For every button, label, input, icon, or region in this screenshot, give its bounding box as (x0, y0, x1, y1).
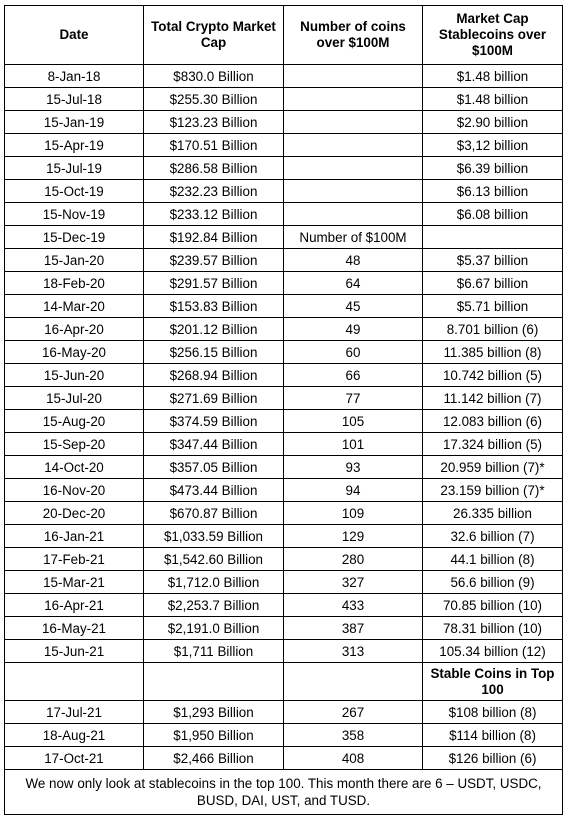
table-row (5, 410, 563, 433)
cell-coins-count: 433 (284, 594, 423, 617)
table-row (5, 180, 563, 203)
cell-market-cap: $291.57 Billion (144, 272, 284, 295)
cell-market-cap: $271.69 Billion (144, 387, 284, 410)
cell-coins-count: 358 (284, 724, 423, 747)
table-row (5, 364, 563, 387)
cell-stablecoin-cap: $1.48 billion (423, 65, 563, 88)
cell-stablecoin-cap: 70.85 billion (10) (423, 594, 563, 617)
cell-stablecoin-cap: 26.335 billion (423, 502, 563, 525)
table-row (5, 318, 563, 341)
table-row (5, 525, 563, 548)
cell-stablecoin-cap: 105.34 billion (12) (423, 640, 563, 663)
cell-stablecoin-cap: 17.324 billion (5) (423, 433, 563, 456)
cell-stablecoin-cap: $6.08 billion (423, 203, 563, 226)
cell-stablecoin-cap: $1.48 billion (423, 88, 563, 111)
cell-market-cap: $374.59 Billion (144, 410, 284, 433)
header-stablecoin-cap: Market Cap Stablecoins over $100M (423, 6, 563, 65)
header-coins-count: Number of coins over $100M (284, 6, 423, 65)
cell-market-cap: $2,466 Billion (144, 747, 284, 770)
footnote-row (5, 770, 563, 815)
cell-coins-count (284, 180, 423, 203)
cell-coins-count: 94 (284, 479, 423, 502)
cell-stablecoin-cap (423, 226, 563, 249)
cell-date: 15-Jan-20 (5, 249, 144, 272)
cell-date: 17-Feb-21 (5, 548, 144, 571)
cell-coins-count: 313 (284, 640, 423, 663)
table-row (5, 571, 563, 594)
cell-coins-count: 49 (284, 318, 423, 341)
table-row (5, 701, 563, 724)
cell-coins-count (284, 134, 423, 157)
cell-coins-count: 129 (284, 525, 423, 548)
cell-date: 8-Jan-18 (5, 65, 144, 88)
cell-coins-count (284, 157, 423, 180)
cell-stablecoin-cap: 56.6 billion (9) (423, 571, 563, 594)
cell-coins-count (284, 88, 423, 111)
cell-date: 20-Dec-20 (5, 502, 144, 525)
table-row (5, 65, 563, 88)
cell-coins-count (284, 203, 423, 226)
cell-market-cap: $1,950 Billion (144, 724, 284, 747)
cell-date: 15-Nov-19 (5, 203, 144, 226)
cell-coins-count: 93 (284, 456, 423, 479)
cell-stablecoin-cap: 44.1 billion (8) (423, 548, 563, 571)
table-row (5, 111, 563, 134)
cell-stablecoin-cap: 10.742 billion (5) (423, 364, 563, 387)
cell-stablecoin-cap: $126 billion (6) (423, 747, 563, 770)
table-row (5, 157, 563, 180)
cell-market-cap: $232.23 Billion (144, 180, 284, 203)
cell-coins-count (284, 111, 423, 134)
cell-coins-count: 48 (284, 249, 423, 272)
cell-date: 14-Oct-20 (5, 456, 144, 479)
cell-date: 15-Mar-21 (5, 571, 144, 594)
cell-market-cap: $123.23 Billion (144, 111, 284, 134)
cell-coins-count: 280 (284, 548, 423, 571)
cell-market-cap: $201.12 Billion (144, 318, 284, 341)
cell-stablecoin-cap: $6.67 billion (423, 272, 563, 295)
cell-date: 15-Jul-20 (5, 387, 144, 410)
cell-coins-count: 327 (284, 571, 423, 594)
cell-stablecoin-cap: 78.31 billion (10) (423, 617, 563, 640)
cell-coins-count: 105 (284, 410, 423, 433)
cell-date: 17-Jul-21 (5, 701, 144, 724)
cell-date: 15-Sep-20 (5, 433, 144, 456)
cell-date: 16-Jan-21 (5, 525, 144, 548)
cell-date: 17-Oct-21 (5, 747, 144, 770)
cell-coins-count: 101 (284, 433, 423, 456)
cell-market-cap: $170.51 Billion (144, 134, 284, 157)
table-row (5, 640, 563, 663)
cell-market-cap: $670.87 Billion (144, 502, 284, 525)
cell-stablecoin-cap: $2.90 billion (423, 111, 563, 134)
cell-market-cap: $255.30 Billion (144, 88, 284, 111)
cell-market-cap: $239.57 Billion (144, 249, 284, 272)
subheader-stable-top100: Stable Coins in Top 100 (423, 663, 563, 701)
cell-date: 16-May-20 (5, 341, 144, 364)
cell-market-cap: $153.83 Billion (144, 295, 284, 318)
cell-market-cap: $473.44 Billion (144, 479, 284, 502)
cell-date: 15-Jul-19 (5, 157, 144, 180)
cell-date: 15-Oct-19 (5, 180, 144, 203)
cell-stablecoin-cap: $3,12 billion (423, 134, 563, 157)
cell-market-cap: $1,293 Billion (144, 701, 284, 724)
cell-date: 16-May-21 (5, 617, 144, 640)
table-row (5, 341, 563, 364)
cell-date: 15-Jan-19 (5, 111, 144, 134)
cell-stablecoin-cap: $5.37 billion (423, 249, 563, 272)
cell-date: 15-Dec-19 (5, 226, 144, 249)
cell-date: 16-Apr-21 (5, 594, 144, 617)
subheader-cap (144, 663, 284, 701)
table-row (5, 387, 563, 410)
cell-coins-count: 45 (284, 295, 423, 318)
cell-market-cap: $192.84 Billion (144, 226, 284, 249)
table-row (5, 617, 563, 640)
table-row (5, 295, 563, 318)
cell-stablecoin-cap: 23.159 billion (7)* (423, 479, 563, 502)
cell-market-cap: $347.44 Billion (144, 433, 284, 456)
cell-stablecoin-cap: $114 billion (8) (423, 724, 563, 747)
cell-stablecoin-cap: 12.083 billion (6) (423, 410, 563, 433)
cell-coins-count: 77 (284, 387, 423, 410)
cell-stablecoin-cap: $108 billion (8) (423, 701, 563, 724)
footnote-text: We now only look at stablecoins in the top 100. This month there are 6 – USDT, USDC, BUSD, DAI, UST, and TUSD. (5, 770, 563, 815)
cell-stablecoin-cap: $6.39 billion (423, 157, 563, 180)
table-row (5, 134, 563, 157)
header-date: Date (5, 6, 144, 65)
cell-coins-count: 66 (284, 364, 423, 387)
cell-market-cap: $1,542.60 Billion (144, 548, 284, 571)
cell-coins-count: 64 (284, 272, 423, 295)
cell-market-cap: $1,711 Billion (144, 640, 284, 663)
cell-market-cap: $256.15 Billion (144, 341, 284, 364)
cell-stablecoin-cap: 32.6 billion (7) (423, 525, 563, 548)
header-row (5, 6, 563, 65)
cell-coins-count: 408 (284, 747, 423, 770)
cell-coins-count: 387 (284, 617, 423, 640)
table-row (5, 548, 563, 571)
cell-coins-count: Number of $100M (284, 226, 423, 249)
cell-market-cap: $2,191.0 Billion (144, 617, 284, 640)
cell-market-cap: $268.94 Billion (144, 364, 284, 387)
table-row (5, 203, 563, 226)
table-row (5, 226, 563, 249)
cell-date: 18-Feb-20 (5, 272, 144, 295)
cell-date: 18-Aug-21 (5, 724, 144, 747)
cell-date: 15-Jul-18 (5, 88, 144, 111)
cell-date: 16-Apr-20 (5, 318, 144, 341)
cell-market-cap: $830.0 Billion (144, 65, 284, 88)
cell-date: 15-Aug-20 (5, 410, 144, 433)
cell-date: 14-Mar-20 (5, 295, 144, 318)
cell-market-cap: $1,033.59 Billion (144, 525, 284, 548)
cell-stablecoin-cap: 20.959 billion (7)* (423, 456, 563, 479)
cell-market-cap: $286.58 Billion (144, 157, 284, 180)
cell-coins-count: 109 (284, 502, 423, 525)
cell-market-cap: $2,253.7 Billion (144, 594, 284, 617)
cell-stablecoin-cap: 8.701 billion (6) (423, 318, 563, 341)
table-row (5, 272, 563, 295)
cell-market-cap: $233.12 Billion (144, 203, 284, 226)
cell-date: 16-Nov-20 (5, 479, 144, 502)
table-row (5, 502, 563, 525)
cell-date: 15-Jun-20 (5, 364, 144, 387)
cell-stablecoin-cap: 11.385 billion (8) (423, 341, 563, 364)
crypto-market-table (4, 5, 563, 815)
table-row (5, 479, 563, 502)
subheader-date (5, 663, 144, 701)
cell-market-cap: $1,712.0 Billion (144, 571, 284, 594)
cell-coins-count (284, 65, 423, 88)
cell-date: 15-Apr-19 (5, 134, 144, 157)
cell-stablecoin-cap: $5.71 billion (423, 295, 563, 318)
table-row (5, 594, 563, 617)
table-row (5, 433, 563, 456)
table-row (5, 747, 563, 770)
cell-coins-count: 60 (284, 341, 423, 364)
header-market-cap: Total Crypto Market Cap (144, 6, 284, 65)
cell-stablecoin-cap: $6.13 billion (423, 180, 563, 203)
cell-stablecoin-cap: 11.142 billion (7) (423, 387, 563, 410)
table-row (5, 456, 563, 479)
subheader-row (5, 663, 563, 701)
cell-market-cap: $357.05 Billion (144, 456, 284, 479)
table-row (5, 724, 563, 747)
cell-date: 15-Jun-21 (5, 640, 144, 663)
table-row (5, 249, 563, 272)
table-row (5, 88, 563, 111)
subheader-coins (284, 663, 423, 701)
cell-coins-count: 267 (284, 701, 423, 724)
